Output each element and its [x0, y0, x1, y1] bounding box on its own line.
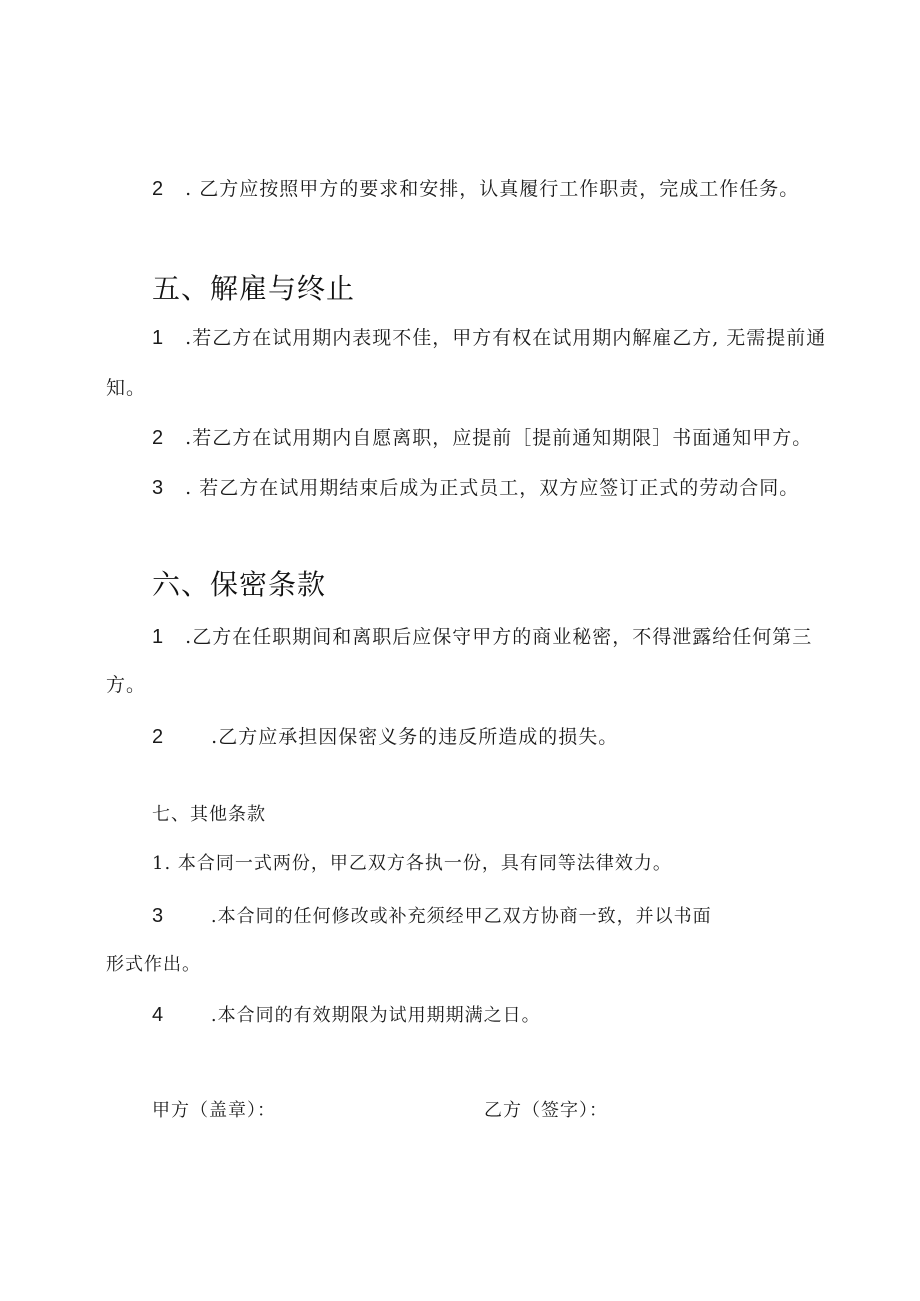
item-text: .若乙方在试用期内自愿离职，应提前［提前通知期限］书面通知甲方。: [185, 427, 813, 449]
item-text: . 乙方应按照甲方的要求和安排，认真履行工作职责，完成工作任务。: [185, 178, 800, 200]
item-text: . 若乙方在试用期结束后成为正式员工，双方应签订正式的劳动合同。: [185, 477, 800, 499]
section7-item3: [152, 903, 712, 930]
section6-heading: 六、保密条款: [152, 568, 327, 601]
item-number: 3: [152, 905, 165, 927]
section4-item2: [152, 176, 799, 202]
section6-item1: [152, 624, 812, 650]
section5-item2: [152, 425, 812, 451]
party-b-signature-label: 乙方（签字）：: [484, 1100, 608, 1121]
item-text: .本合同的任何修改或补充须经甲乙双方协商一致，并以书面: [210, 906, 712, 927]
item-text: .乙方应承担因保密义务的违反所造成的损失。: [211, 726, 619, 748]
item-text: .乙方在任职期间和离职后应保守甲方的商业秘密，不得泄露给任何第三: [185, 626, 813, 648]
section5-item1: [152, 325, 826, 351]
section7-item3-continuation: 形式作出。: [106, 954, 201, 975]
item-number: 4: [152, 1004, 165, 1026]
section5-item1-continuation: 知。: [106, 377, 147, 399]
item-number: 1: [152, 626, 165, 648]
section5-heading: 五、解雇与终止: [152, 272, 356, 305]
item-number: 1: [152, 327, 165, 349]
section6-item1-continuation: 方。: [106, 674, 147, 696]
section6-item2: [152, 724, 618, 750]
item-text: .本合同的有效期限为试用期期满之日。: [210, 1005, 541, 1026]
section7-item1: 1. 本合同一式两份，甲乙双方各执一份，具有同等法律效力。: [152, 853, 672, 874]
item-number: 2: [152, 178, 165, 200]
item-number: 2: [152, 427, 165, 449]
section7-item4: [152, 1002, 541, 1029]
item-text: .若乙方在试用期内表现不佳，甲方有权在试用期内解雇乙方, 无需提前通: [185, 327, 827, 349]
section7-heading: 七、其他条款: [152, 804, 266, 825]
section5-item3: [152, 475, 799, 501]
party-a-signature-label: 甲方（盖章）：: [152, 1100, 276, 1121]
item-number: 3: [152, 477, 165, 499]
item-number: 2: [152, 726, 165, 748]
